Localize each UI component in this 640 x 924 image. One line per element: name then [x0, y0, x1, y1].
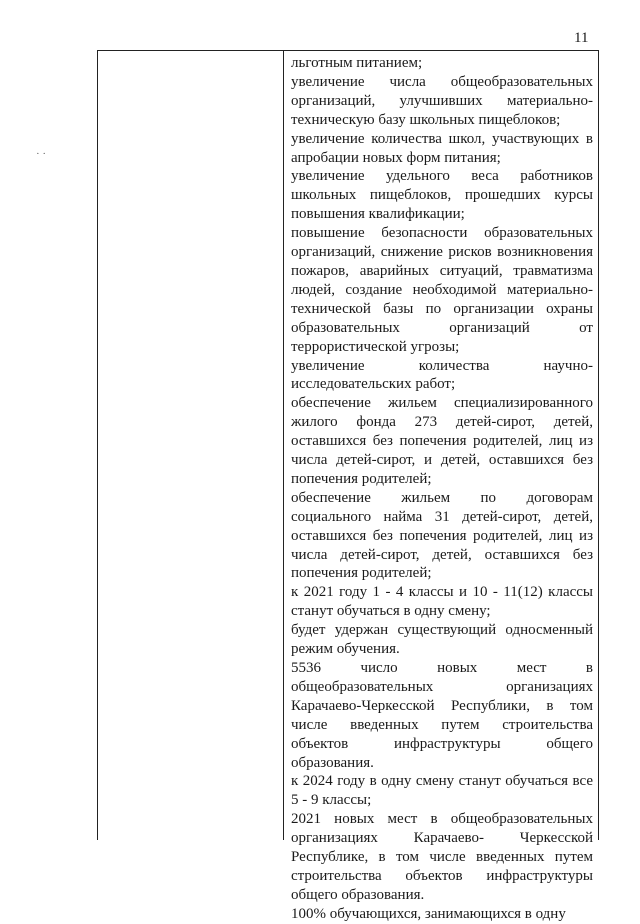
list-item: увеличение количества научно-исследовательских работ;: [291, 357, 593, 393]
list-item: обеспечение жильем по договорам социального найма 31 детей-сирот, детей, оставшихся без попечения родителей, лиц из числа детей-сирот, детей, оставшихся без попечения родителей;: [291, 489, 593, 582]
document-table: [97, 50, 599, 922]
list-item: 5536 число новых мест в общеобразовательных организациях Карачаево-Черкесской Республики, в том числе введенных путем строительства объектов инфраструктуры общего образования.: [291, 660, 593, 771]
stray-mark: · ·: [36, 148, 47, 160]
list-item: 100% обучающихся, занимающихся в одну: [291, 905, 566, 922]
list-item: будет удержан существующий односменный режим обучения.: [291, 622, 593, 658]
list-item: повышение безопасности образовательных организаций, снижение рисков возникновения пожаров, аварийных ситуаций, травматизма людей, создание необходимой материально-технической базы по организации охраны образовательных организаций от террористической угрозы;: [291, 225, 593, 355]
list-item: 2021 новых мест в общеобразовательных организациях Карачаево- Черкесской Республике, в том числе введенных путем строительства объектов инфраструктуры общего образования.: [291, 811, 593, 903]
list-item: к 2021 году 1 - 4 классы и 10 - 11(12) классы станут обучаться в одну смену;: [291, 584, 593, 620]
list-item: к 2024 году в одну смену станут обучаться все 5 - 9 классы;: [291, 773, 593, 809]
table-left-column: [98, 51, 284, 840]
list-item: увеличение числа общеобразовательных организаций, улучшивших материально-техническую базу школьных пищеблоков;: [291, 73, 593, 128]
list-item: увеличение удельного веса работников школьных пищеблоков, прошедших курсы повышения квалификации;: [291, 168, 593, 223]
list-item: обеспечение жильем специализированного жилого фонда 273 детей-сирот, детей, оставшихся без попечения родителей, лиц из числа детей-сирот, и детей, оставшихся без попечения родителей;: [291, 395, 593, 487]
page-number: 11: [574, 30, 589, 46]
list-item: увеличение количества школ, участвующих в апробации новых форм питания;: [291, 130, 593, 166]
table-right-column: [285, 51, 598, 922]
list-item: льготным питанием;: [291, 55, 423, 71]
